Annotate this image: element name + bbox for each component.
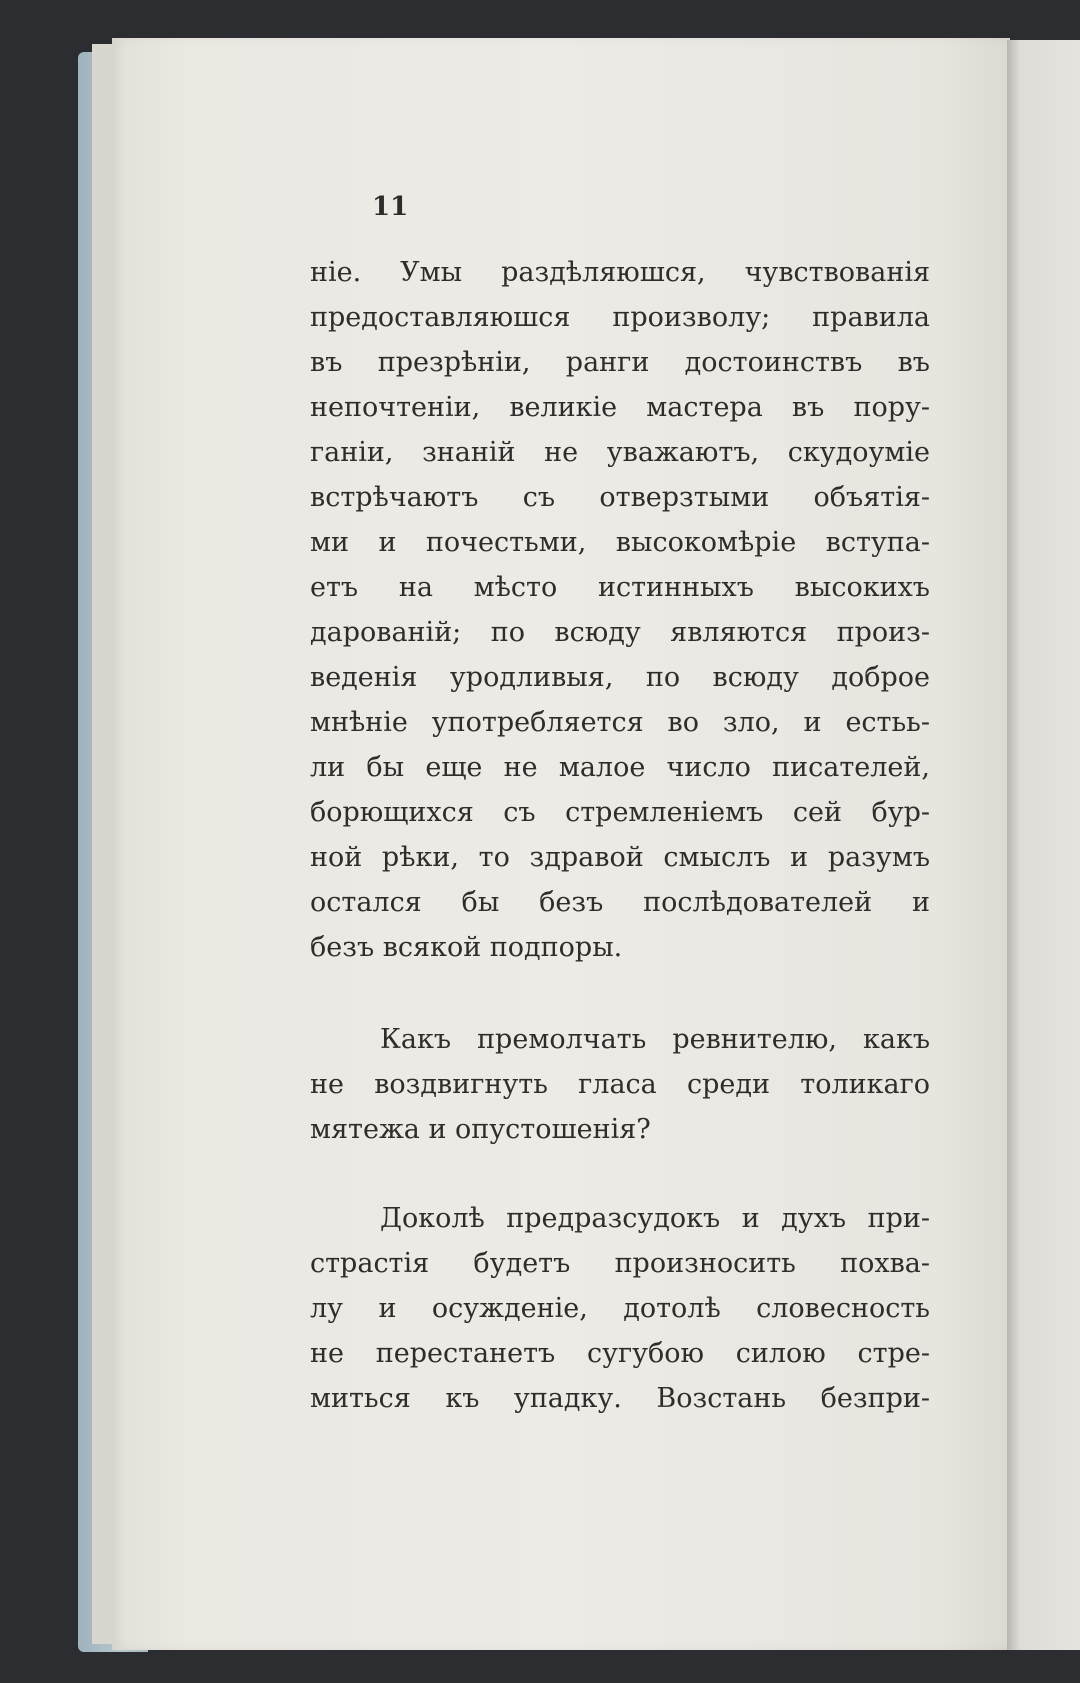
paragraph-2 (310, 1017, 930, 1152)
text-line: встрѣчаютъ съ отверзтыми объятія- (310, 482, 930, 513)
paragraph-1 (310, 250, 930, 970)
text-line: страстія будетъ произносить похва- (310, 1248, 930, 1279)
text-line: миться къ упадку. Возстань безпри- (310, 1383, 930, 1414)
text-line: мнѣніе употребляется во зло, и естьь- (310, 707, 930, 738)
text-line: ли бы еще не малое число писателей, (310, 752, 930, 783)
text-line: ніе. Умы раздѣляюшся, чувствованія (310, 257, 930, 288)
text-line: етъ на мѣсто истинныхъ высокихъ (310, 572, 930, 603)
text-line: остался бы безъ послѣдователей и (310, 887, 930, 918)
text-line: ганіи, знаній не уважаютъ, скудоуміе (310, 437, 930, 468)
text-line: борющихся съ стремленіемъ сей бур- (310, 797, 930, 828)
text-line: не перестанетъ сугубою силою стре- (310, 1338, 930, 1369)
text-line: не воздвигнуть гласа среди толикаго (310, 1069, 930, 1100)
text-line: Какъ премолчать ревнителю, какъ (380, 1024, 930, 1055)
text-line: въ презрѣніи, ранги достоинствъ въ (310, 347, 930, 378)
text-line: безъ всякой подпоры. (310, 932, 623, 963)
paragraph-3 (310, 1196, 930, 1421)
text-line: непочтеніи, великіе мастера въ пору- (310, 392, 930, 423)
text-line: лу и осужденіе, дотолѣ словесность (310, 1293, 930, 1324)
text-line: Доколѣ предразсудокъ и духъ при- (380, 1203, 930, 1234)
text-line: ной рѣки, то здравой смыслъ и разумъ (310, 842, 930, 873)
text-line: ми и почестьми, высокомѣріе вступа- (310, 527, 930, 558)
text-line: веденія уродливыя, по всюду доброе (310, 662, 930, 693)
text-line: мятежа и опустошенія? (310, 1114, 651, 1145)
text-line: предоставляюшся произволу; правила (310, 302, 930, 333)
text-line: дарованій; по всюду являются произ- (310, 617, 930, 648)
page-number: 11 (372, 192, 409, 222)
facing-page-edge (1007, 40, 1080, 1650)
